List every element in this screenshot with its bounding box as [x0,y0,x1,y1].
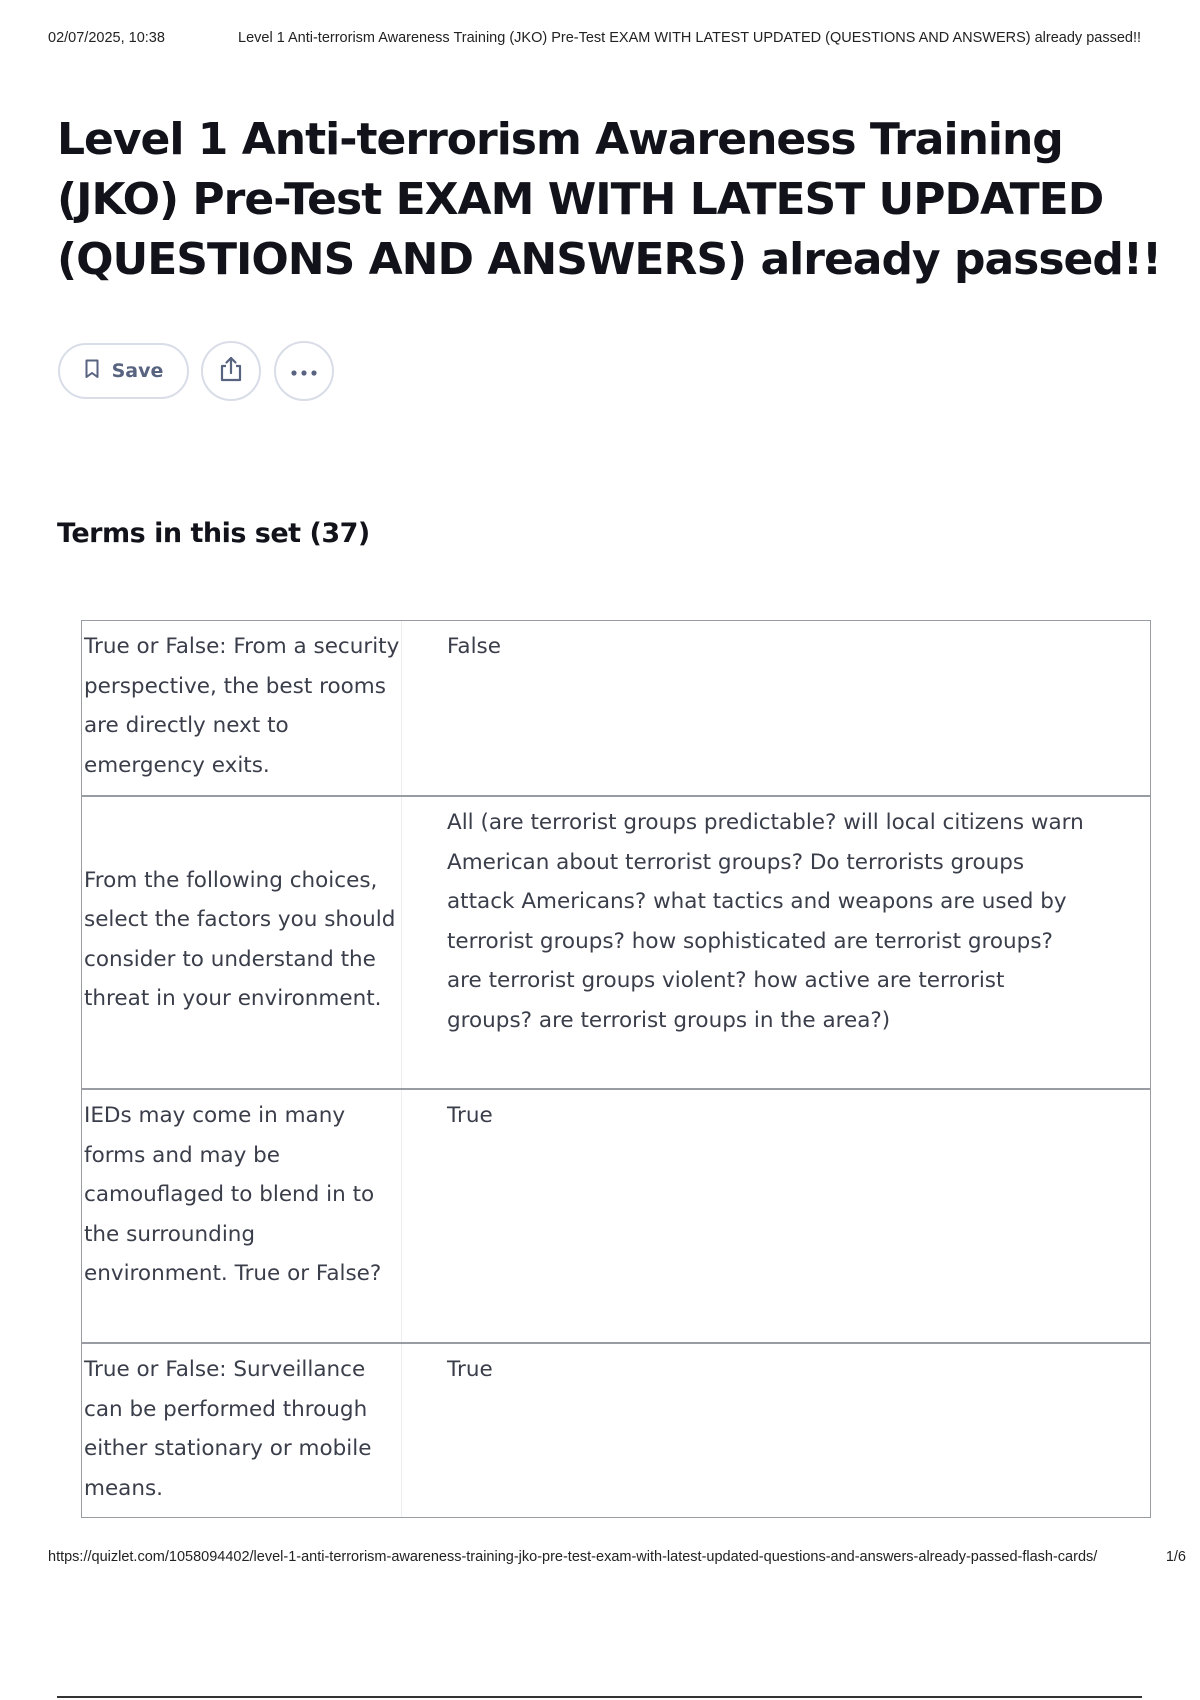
more-options-button[interactable] [274,341,334,401]
save-button-label: Save [111,360,164,382]
definition-text: False [447,634,501,659]
more-icon [290,362,318,381]
term-text: True or False: Surveillance can be performed through either stationary or mobile means. [82,1344,402,1517]
term-row [82,1090,1150,1344]
definition-text: All (are terrorist groups predictable? will local citizens warn American about terrorist groups? Do terrorists groups attack Americans? what tactics and weapons are used by terrorist groups? how sophisticated are terrorist groups? are terrorist groups violent? how active are terrorist groups? are terrorist groups in the area?) [447,810,1084,1033]
page-url: https://quizlet.com/1058094402/level-1-anti-terrorism-awareness-training-jko-pre-test-exam-with-latest-updated-questions-and-answers-already-passed-flash-cards/ [48,1549,1098,1565]
definition-text: True [447,1103,493,1128]
term-text: True or False: From a security perspective, the best rooms are directly next to emergency exits. [82,621,402,795]
print-header [48,28,1180,48]
definition-text: True [447,1357,493,1382]
term-text: From the following choices, select the factors you should consider to understand the threat in your environment. [82,797,402,1088]
page-title: Level 1 Anti-terrorism Awareness Training (JKO) Pre-Test EXAM WITH LATEST UPDATED (QUESTIONS AND ANSWERS) already passed!! [57,114,1162,285]
term-text: IEDs may come in many forms and may be camouflaged to blend in to the surrounding environment. True or False? [82,1090,402,1342]
print-page-title: Level 1 Anti-terrorism Awareness Training (JKO) Pre-Test EXAM WITH LATEST UPDATED (QUESTIONS AND ANSWERS) already passed!! [238,30,1142,46]
terms-table [81,620,1151,1518]
save-button[interactable] [58,343,189,399]
share-icon [218,355,244,387]
bookmark-icon [84,359,100,383]
divider [57,1696,1142,1698]
term-row [82,1344,1150,1517]
term-row [82,797,1150,1090]
print-timestamp: 02/07/2025, 10:38 [48,30,165,46]
share-button[interactable] [201,341,261,401]
print-footer [48,1549,1186,1569]
terms-section-title: Terms in this set (37) [57,518,370,549]
page-indicator: 1/6 [1165,1549,1186,1565]
term-row [82,621,1150,797]
